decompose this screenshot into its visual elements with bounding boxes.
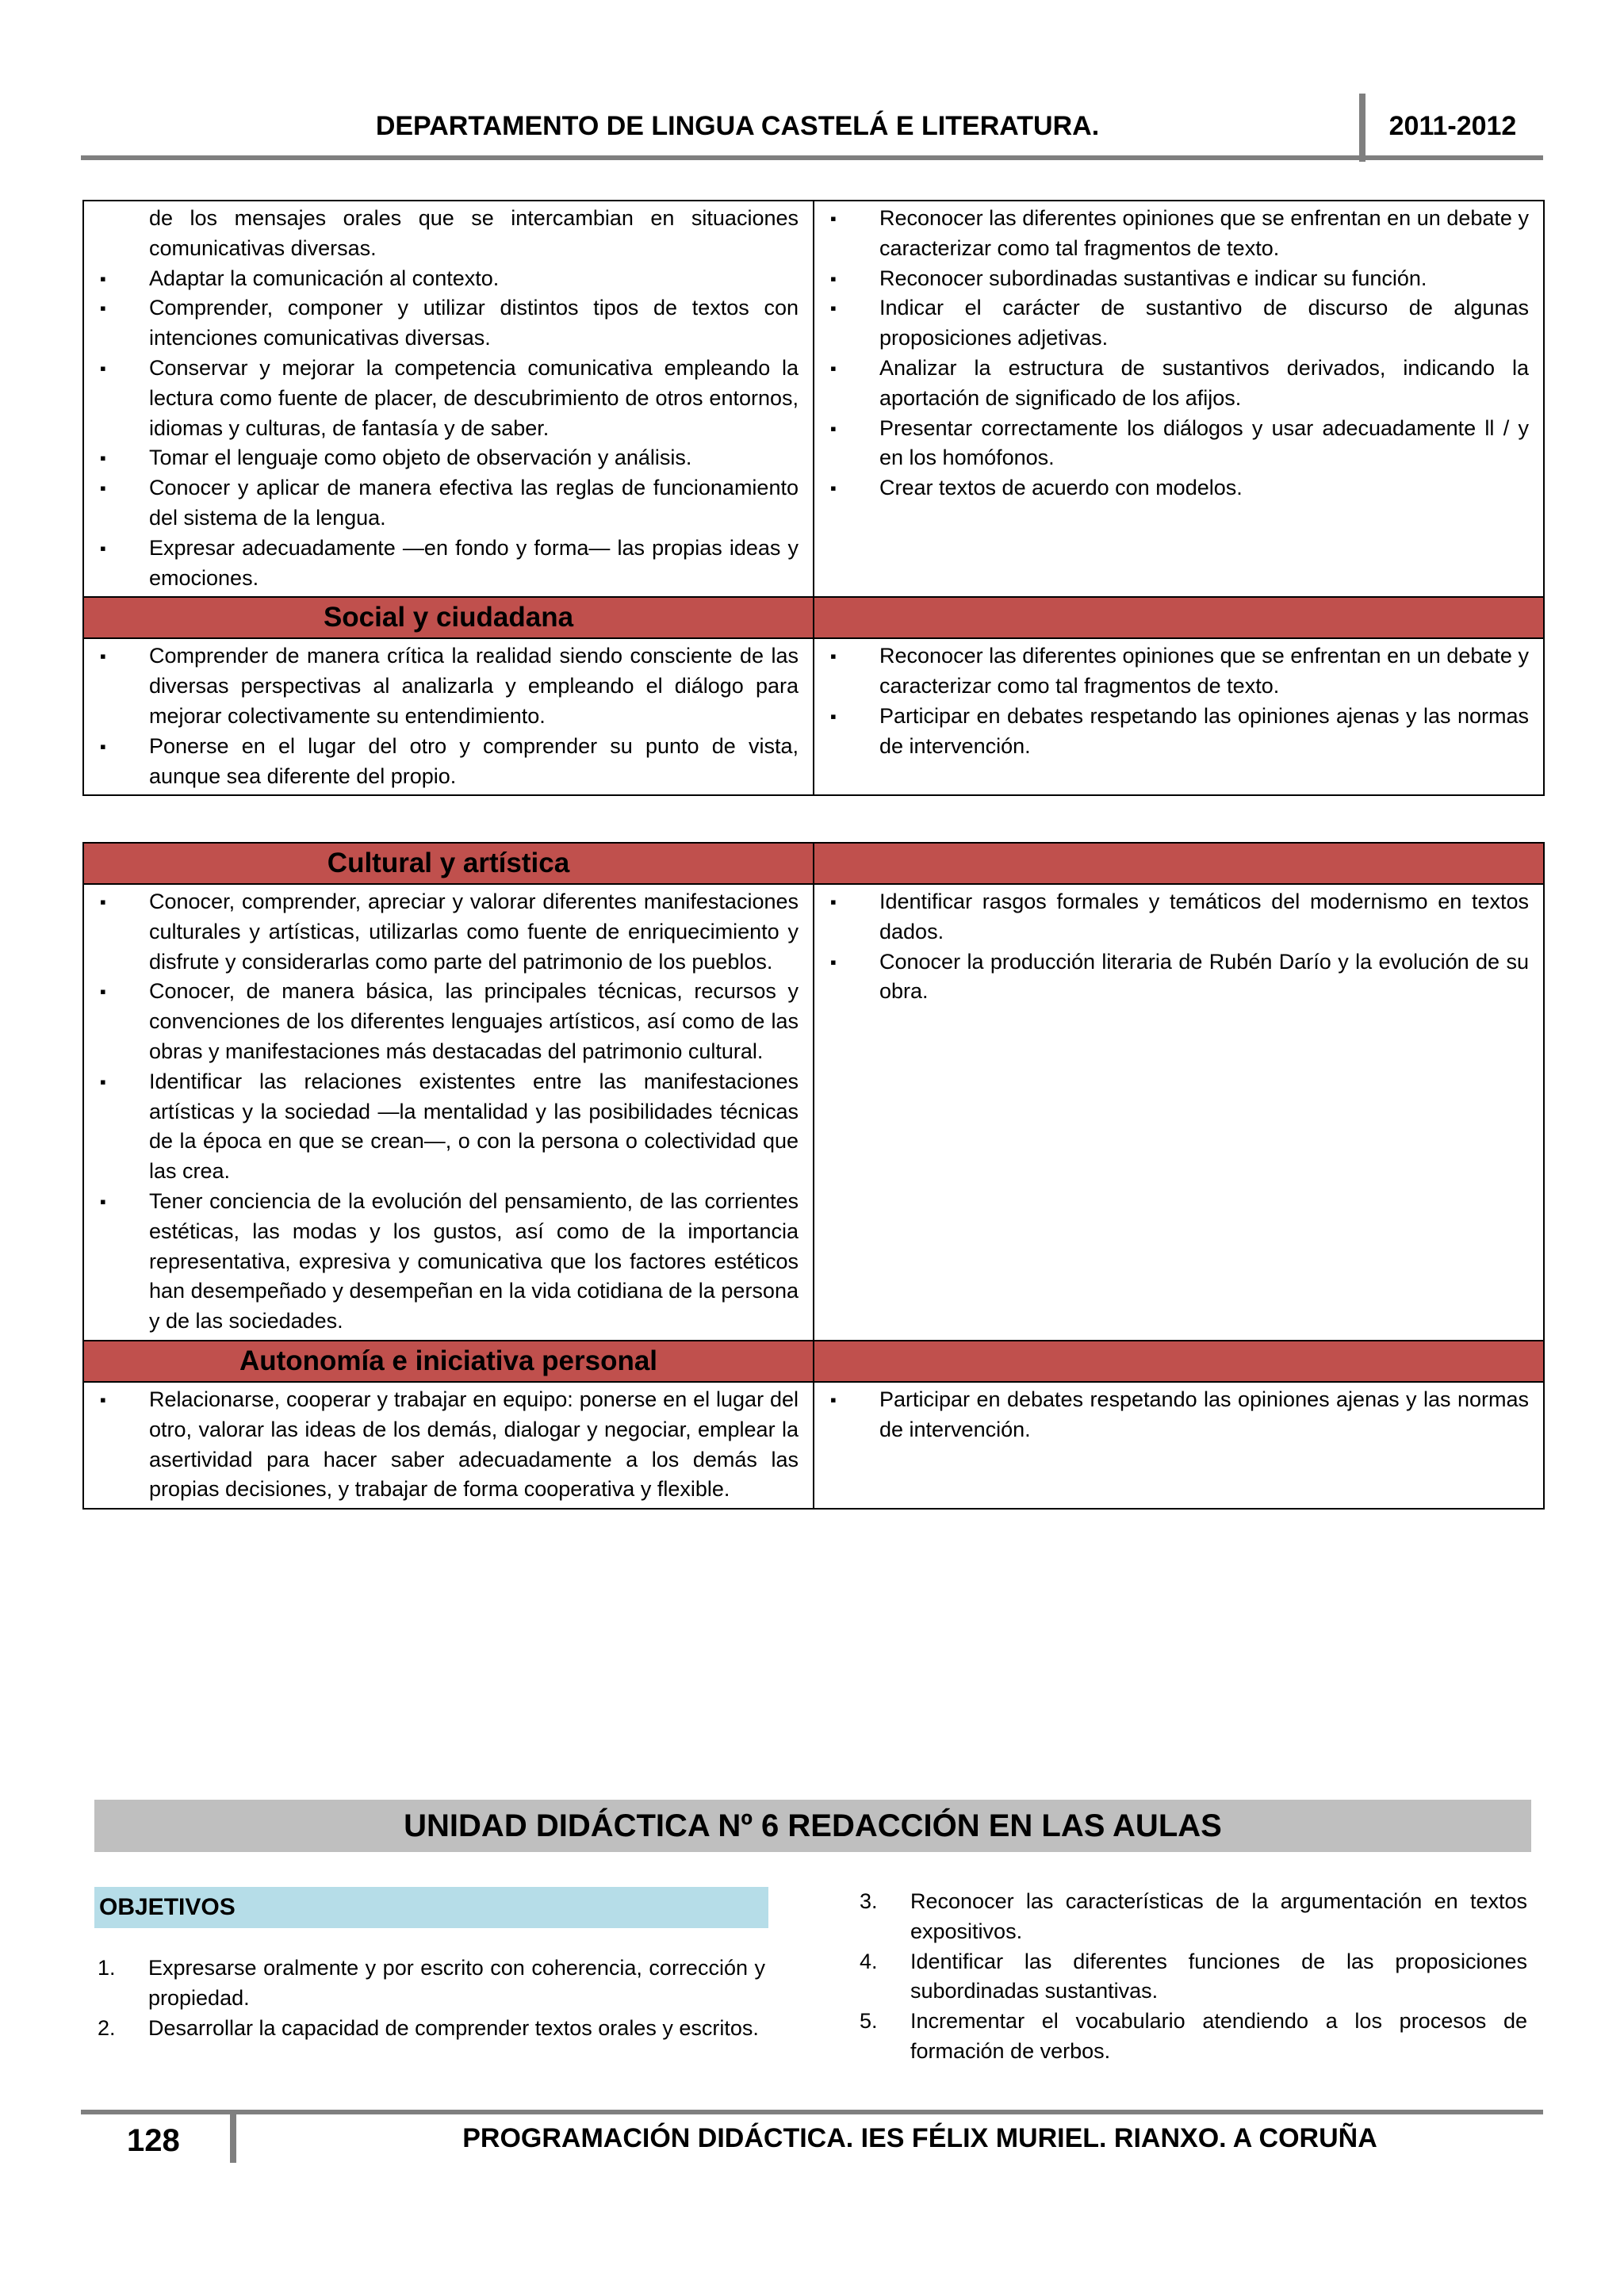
objective-number: 1. (98, 1956, 116, 1980)
list-item: ▪ Adaptar la comunicación al contexto. (84, 264, 799, 294)
objective-item (856, 2007, 1527, 2067)
section-header-row (83, 597, 1544, 638)
bullet-list (84, 1383, 813, 1508)
list-item: ▪ Reconocer las diferentes opiniones que se enfrentan en un debate y caracterizar como tal fragmentos de texto. (814, 204, 1529, 264)
list-item: ▪ Conocer la producción literaria de Rubén Darío y la evolución de su obra. (814, 947, 1529, 1008)
list-item: ▪ Presentar correctamente los diálogos y usar adecuadamente ll / y en los homófonos. (814, 414, 1529, 474)
bullet-list (814, 1383, 1543, 1448)
list-item: ▪ Analizar la estructura de sustantivos derivados, indicando la aportación de significado de los afijos. (814, 354, 1529, 414)
list-item: ▪ Tener conciencia de la evolución del pensamiento, de las corrientes estéticas, las modas y los gustos, así como de la importancia representativa, expresiva y comunicativa que los factores estéticos han desempeñado y desempeñan en la vida cotidiana de la persona y de las sociedades. (84, 1187, 799, 1337)
section-header-cell (83, 1341, 814, 1382)
list-item: ▪ Conocer, de manera básica, las principales técnicas, recursos y convenciones de los diferentes lenguajes artísticos, así como de las obras y manifestaciones más destacadas del patrimonio cultural. (84, 977, 799, 1066)
list-item: ▪ Participar en debates respetando las opiniones ajenas y las normas de intervención. (814, 702, 1529, 762)
list-item: ▪ Expresar adecuadamente —en fondo y forma— las propias ideas y emociones. (84, 534, 799, 594)
table-row (83, 638, 1544, 795)
table-cell-left (83, 201, 814, 597)
table-row (83, 884, 1544, 1341)
competencies-table-2 (82, 842, 1545, 1510)
bullet-list (814, 201, 1543, 507)
section-heading: Social y ciudadana (323, 602, 574, 633)
objectives-heading: OBJETIVOS (94, 1887, 768, 1928)
list-item: ▪ Conservar y mejorar la competencia comunicativa empleando la lectura como fuente de placer, de descubrimiento de otros entornos, idiomas y culturas, de fantasía y de saber. (84, 354, 799, 443)
objective-number: 3. (860, 1889, 878, 1913)
list-item: ▪ Comprender, componer y utilizar distintos tipos de textos con intenciones comunicativas diversas. (84, 293, 799, 354)
bullet-list (814, 639, 1543, 764)
page-header-year: 2011-2012 (1388, 111, 1517, 141)
objective-text: Identificar las diferentes funciones de las proposiciones subordinadas sustantivas. (910, 1949, 1527, 2003)
table-row (83, 201, 1544, 597)
list-item: ▪ Reconocer subordinadas sustantivas e indicar su función. (814, 264, 1529, 294)
list-item: ▪ Participar en debates respetando las opiniones ajenas y las normas de intervención. (814, 1385, 1529, 1445)
page-header-title: DEPARTAMENTO DE LINGUA CASTELÁ E LITERATURA. (375, 111, 1100, 141)
footer-text: PROGRAMACIÓN DIDÁCTICA. IES FÉLIX MURIEL. RIANXO. A CORUÑA (462, 2123, 1377, 2153)
section-header-row (83, 1341, 1544, 1382)
list-item: ▪ Crear textos de acuerdo con modelos. (814, 473, 1529, 503)
table-row (83, 1382, 1544, 1509)
section-header-cell (83, 597, 814, 638)
objective-item (856, 1947, 1527, 2007)
objective-item (94, 2014, 765, 2044)
objectives-list-left (94, 1954, 765, 2043)
page-number: 128 (127, 2123, 180, 2158)
section-header-cell (83, 843, 814, 884)
table-cell-left (83, 638, 814, 795)
bullet-list (84, 201, 813, 596)
table-cell-right (814, 201, 1544, 597)
section-heading: Cultural y artística (327, 848, 570, 878)
section-heading: Autonomía e iniciativa personal (239, 1345, 658, 1376)
list-item: ▪ Identificar las relaciones existentes entre las manifestaciones artísticas y la sociedad —la mentalidad y las posibilidades técnicas de la época en que se crean—, o con la persona o colectividad que las crea. (84, 1067, 799, 1187)
footer-rule (81, 2110, 1543, 2114)
objective-number: 5. (860, 2009, 878, 2034)
list-item: ▪ Identificar rasgos formales y temáticos del modernismo en textos dados. (814, 887, 1529, 947)
objective-text: Expresarse oralmente y por escrito con coherencia, corrección y propiedad. (148, 1956, 765, 2010)
header-divider (1359, 94, 1365, 162)
bullet-list (814, 885, 1543, 1010)
objective-text: Desarrollar la capacidad de comprender textos orales y escritos. (148, 2015, 759, 2040)
section-header-cell-empty (814, 843, 1544, 884)
objective-item (94, 1954, 765, 2014)
table-cell-right (814, 638, 1544, 795)
list-item: ▪ Ponerse en el lugar del otro y comprender su punto de vista, aunque sea diferente del propio. (84, 732, 799, 792)
objective-item (856, 1887, 1527, 1947)
list-item: ▪ Tomar el lenguaje como objeto de observación y análisis. (84, 443, 799, 473)
list-item: ▪ Indicar el carácter de sustantivo de discurso de algunas proposiciones adjetivas. (814, 293, 1529, 354)
footer-divider (230, 2112, 236, 2163)
list-item: ▪ Comprender de manera crítica la realidad siendo consciente de las diversas perspectivas al analizarla y empleando el diálogo para mejorar colectivamente su entendimiento. (84, 641, 799, 731)
table-cell-right (814, 1382, 1544, 1509)
list-item: ▪ Conocer y aplicar de manera efectiva las reglas de funcionamiento del sistema de la lengua. (84, 473, 799, 534)
table-cell-left (83, 884, 814, 1341)
bullet-list (84, 639, 813, 794)
section-header-cell-empty (814, 1341, 1544, 1382)
section-header-cell-empty (814, 597, 1544, 638)
objectives-list-right (856, 1887, 1527, 2067)
list-item: ▪ Relacionarse, cooperar y trabajar en equipo: ponerse en el lugar del otro, valorar las ideas de los demás, dialogar y negociar, emplear la asertividad para hacer saber adecuadamente a los demás las propias decisiones, y trabajar de forma cooperativa y flexible. (84, 1385, 799, 1505)
table-cell-left (83, 1382, 814, 1509)
competencies-table-1 (82, 200, 1545, 796)
objective-number: 2. (98, 2015, 116, 2040)
objective-text: Reconocer las características de la argumentación en textos expositivos. (910, 1889, 1527, 1943)
list-item: ▪ Conocer, comprender, apreciar y valorar diferentes manifestaciones culturales y artísticas, utilizarlas como fuente de enriquecimiento y disfrute y considerarlas como parte del patrimonio de los pueblos. (84, 887, 799, 977)
table-cell-right (814, 884, 1544, 1341)
list-item: ▪ Reconocer las diferentes opiniones que se enfrentan en un debate y caracterizar como tal fragmentos de texto. (814, 641, 1529, 702)
bullet-list (84, 885, 813, 1340)
objective-number: 4. (860, 1949, 878, 1973)
unit-title-banner: UNIDAD DIDÁCTICA Nº 6 REDACCIÓN EN LAS AULAS (94, 1800, 1531, 1852)
header-rule (81, 155, 1543, 160)
list-item: de los mensajes orales que se intercambian en situaciones comunicativas diversas. (149, 206, 799, 260)
objective-text: Incrementar el vocabulario atendiendo a los procesos de formación de verbos. (910, 2009, 1527, 2063)
section-header-row (83, 843, 1544, 884)
